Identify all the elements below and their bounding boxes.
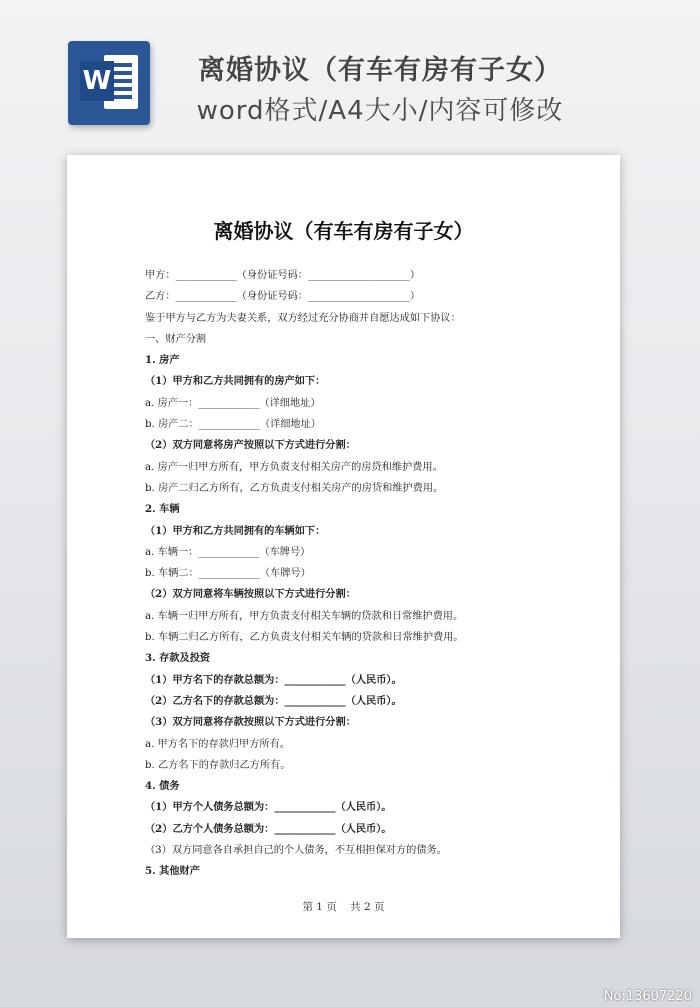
document-line: （3）双方同意各自承担自己的个人债务，不互相担保对方的债务。 [145, 845, 447, 857]
document-line: b. 乙方名下的存款归乙方所有。 [145, 759, 291, 771]
document-line: （2）双方同意将房产按照以下方式进行分割： [145, 439, 356, 452]
document-line: 1. 房产 [145, 354, 180, 367]
document-line: 2. 车辆 [145, 503, 180, 516]
document-body [145, 265, 585, 883]
document-line: 一、财产分割 [145, 333, 207, 345]
page-footer [67, 899, 620, 914]
document-line: 甲方：____________（身份证号码：____________________） [145, 270, 421, 281]
document-line: b. 车辆二归乙方所有，乙方负责支付相关车辆的贷款和日常维护费用。 [145, 632, 464, 644]
image-number: No:13607220 [603, 989, 692, 1004]
document-line: a. 房产一：____________（详细地址） [145, 397, 321, 409]
document-line: b. 车辆二：____________（车牌号） [145, 568, 311, 580]
document-line: b. 房产二归乙方所有，乙方负责支付相关房产的房贷和维护费用。 [145, 482, 444, 494]
document-line: b. 房产二：____________（详细地址） [145, 419, 321, 431]
document-line: （2）乙方名下的存款总额为：____________（人民币）。 [145, 694, 402, 707]
document-page [67, 155, 620, 938]
header-subtitle: word格式/A4大小/内容可修改 [196, 96, 564, 126]
document-line: a. 车辆一：____________（车牌号） [145, 546, 311, 558]
document-line: 4. 债务 [145, 780, 180, 793]
document-line: a. 甲方名下的存款归甲方所有。 [145, 738, 290, 750]
header-title: 离婚协议（有车有房有子女） [198, 55, 562, 86]
document-line: 乙方：____________（身份证号码：____________________） [145, 291, 421, 303]
page-total: 共 2 页 [350, 901, 385, 913]
word-file-icon [68, 41, 150, 125]
document-line: 3. 存款及投资 [145, 652, 211, 665]
logo-letter: W [80, 61, 114, 101]
document-line: （1）甲方和乙方共同拥有的房产如下： [145, 375, 326, 388]
document-line: a. 车辆一归甲方所有，甲方负责支付相关车辆的贷款和日常维护费用。 [145, 610, 464, 622]
header [0, 0, 700, 150]
document-line: （1）甲方和乙方共同拥有的车辆如下： [145, 524, 326, 537]
document-line: 鉴于甲方与乙方为夫妻关系，双方经过充分协商并自愿达成如下协议： [145, 312, 461, 324]
document-line: （3）双方同意将存款按照以下方式进行分割： [145, 716, 356, 729]
document-line: （2）乙方个人债务总额为：____________（人民币）。 [145, 822, 392, 835]
page-number: 第 1 页 [302, 901, 337, 913]
document-title: 离婚协议（有车有房有子女） [213, 219, 474, 243]
document-line: 5. 其他财产 [145, 865, 200, 878]
document-line: （2）双方同意将车辆按照以下方式进行分割： [145, 588, 356, 601]
document-line: a. 房产一归甲方所有，甲方负责支付相关房产的房贷和维护费用。 [145, 461, 443, 473]
document-line: （1）甲方个人债务总额为：____________（人民币）。 [145, 801, 392, 814]
document-line: （1）甲方名下的存款总额为：____________（人民币）。 [145, 673, 402, 686]
